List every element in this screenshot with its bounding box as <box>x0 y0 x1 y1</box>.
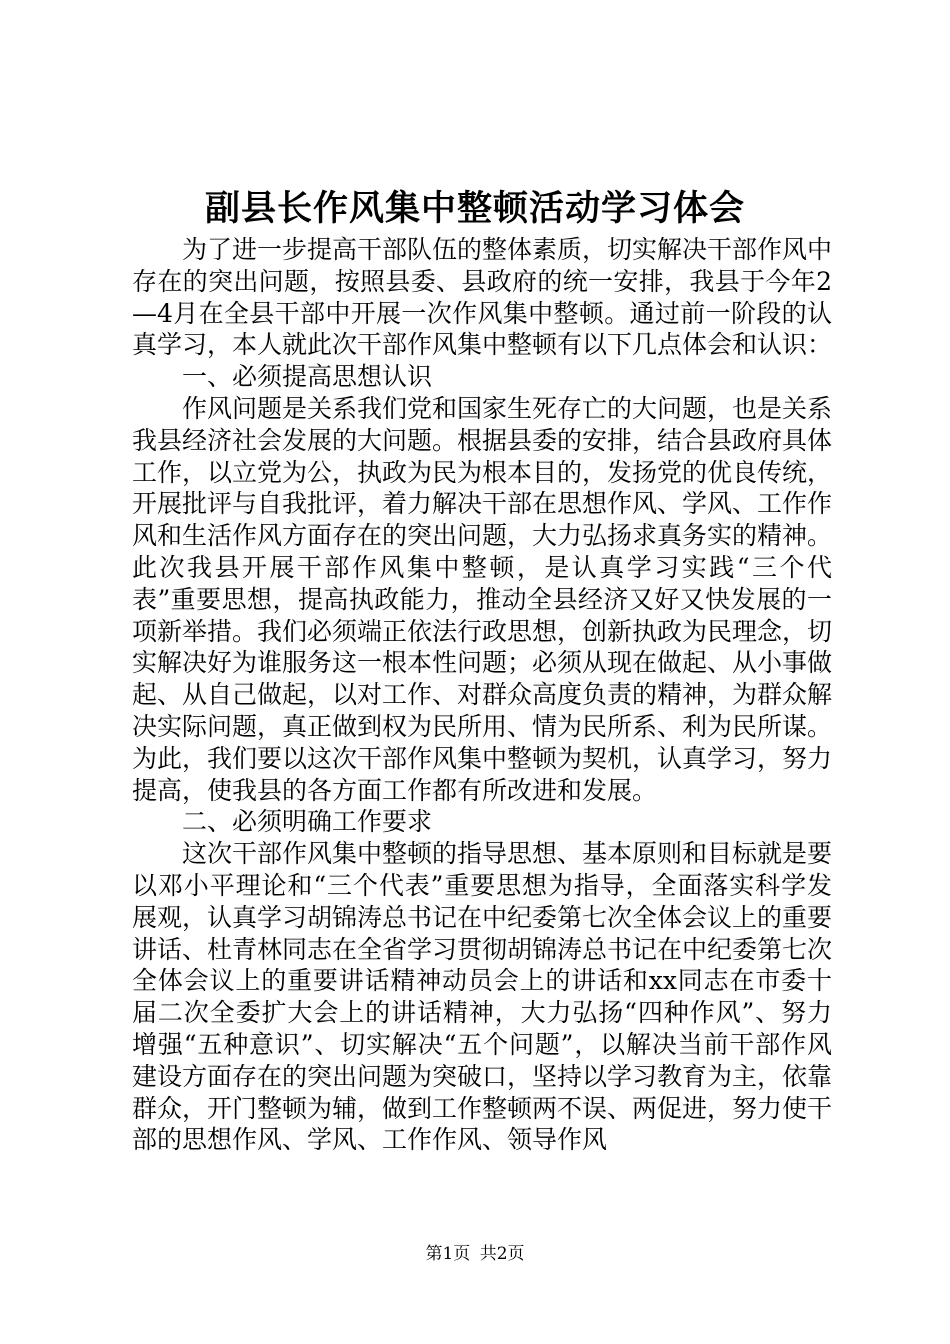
document-body <box>132 234 832 1156</box>
section-heading-2: 二、必须明确工作要求 <box>182 807 433 837</box>
document-title: 副县长作风集中整顿活动学习体会 <box>204 189 745 229</box>
page-footer: 第1页 共2页 <box>425 1244 525 1264</box>
section-heading-1: 一、必须提高思想认识 <box>182 362 433 392</box>
paragraph-section-1: 作风问题是关系我们党和国家生死存亡的大问题，也是关系我县经济社会发展的大问题。根据县委的安排，结合县政府具体工作，以立党为公，执政为民为根本目的，发扬党的优良传统，开展批评与自我批评，着力解决干部在思想作风、学风、工作作风和生活作风方面存在的突出问题，大力弘扬求真务实的精神。此次我县开展干部作风集中整顿，是认真学习实践“三个代表”重要思想，提高执政能力，推动全县经济又好又快发展的一项新举措。我们必须端正依法行政思想，创新执政为民理念，切实解决好为谁服务这一根本性问题；必须从现在做起、从小事做起、从自己做起，以对工作、对群众高度负责的精神，为群众解决实际问题，真正做到权为民所用、情为民所系、利为民所谋。为此，我们要以这次干部作风集中整顿为契机，认真学习，努力提高，使我县的各方面工作都有所改进和发展。 <box>132 393 833 805</box>
paragraph-intro: 为了进一步提高干部队伍的整体素质，切实解决干部作风中存在的突出问题，按照县委、县政府的统一安排，我县于今年2—4月在全县干部中开展一次作风集中整顿。通过前一阶段的认真学习，本人就此次干部作风集中整顿有以下几点体会和认识： <box>132 235 833 360</box>
paragraph-section-2: 这次干部作风集中整顿的指导思想、基本原则和目标就是要以邓小平理论和“三个代表”重要思想为指导，全面落实科学发展观，认真学习胡锦涛总书记在中纪委第七次全体会议上的重要讲话、杜青林同志在全省学习贯彻胡锦涛总书记在中纪委第七次全体会议上的重要讲话精神动员会上的讲话和xx同志在市委十届二次全委扩大会上的讲话精神，大力弘扬“四种作风”、努力增强“五种意识”、切实解决“五个问题”，以解决当前干部作风建设方面存在的突出问题为突破口，坚持以学习教育为主，依靠群众，开门整顿为辅，做到工作整顿两不误、两促进，努力使干部的思想作风、学风、工作作风、领导作风 <box>132 839 833 1155</box>
